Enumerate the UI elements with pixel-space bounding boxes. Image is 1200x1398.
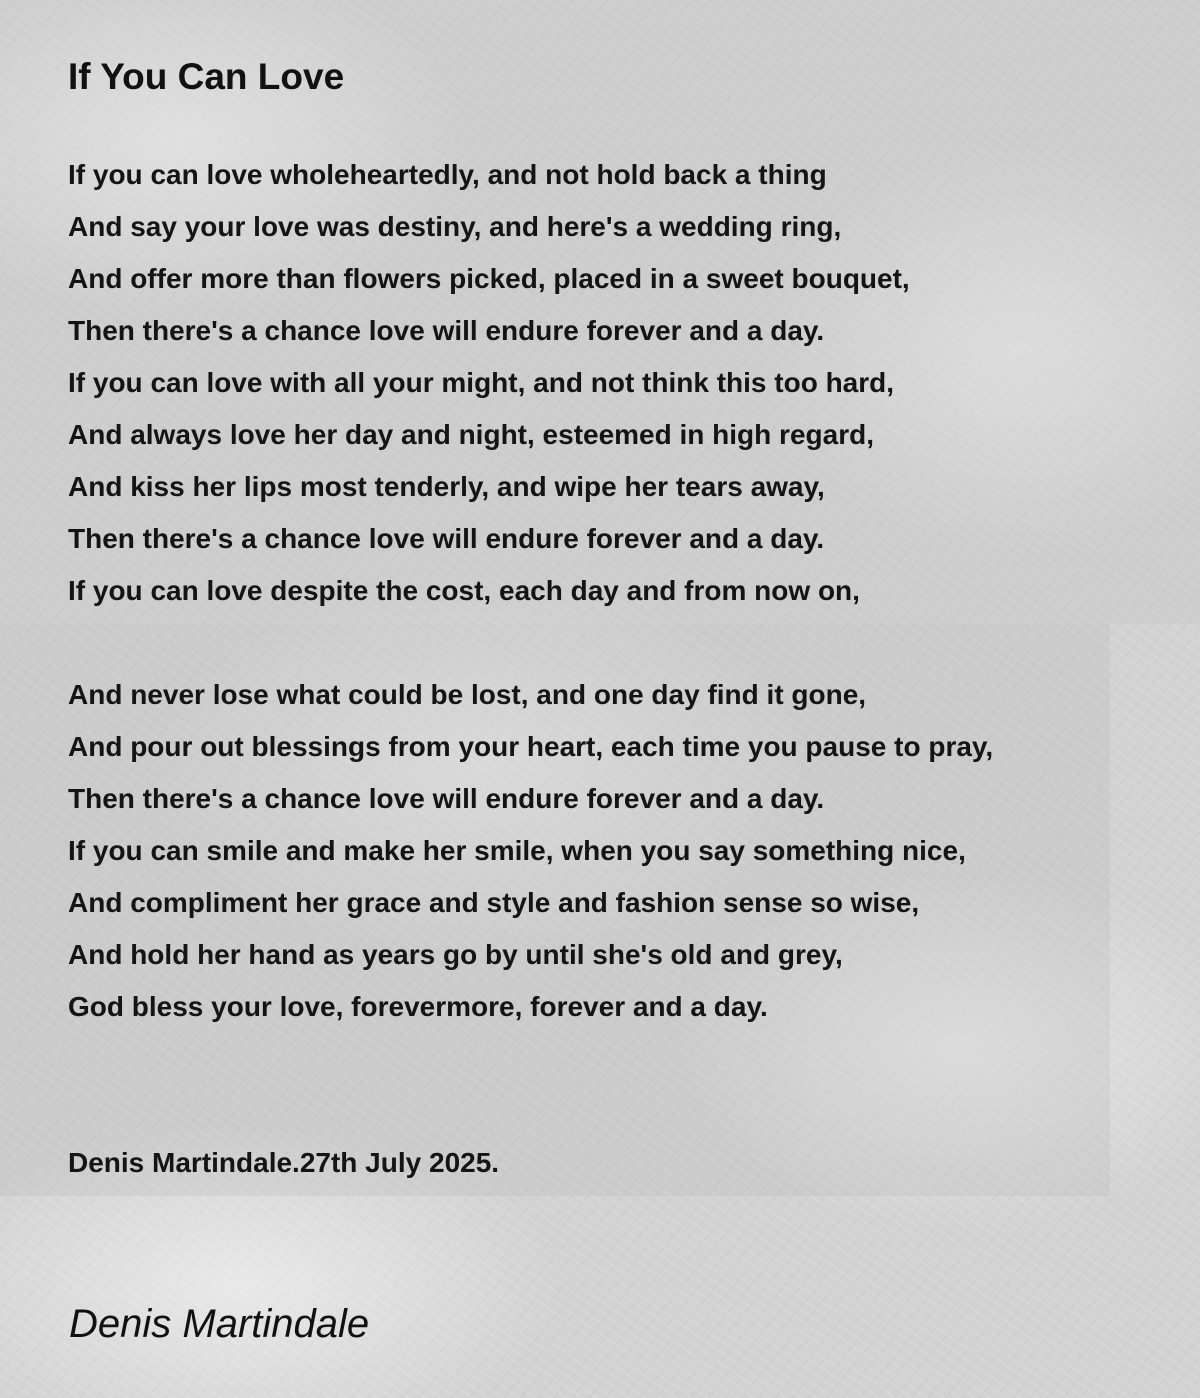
poem-title: If You Can Love: [68, 56, 345, 97]
poem-line: And never lose what could be lost, and one day find it gone,: [68, 679, 867, 710]
poem-line: And compliment her grace and style and fashion sense so wise,: [68, 887, 920, 918]
poem-line: And hold her hand as years go by until she's old and grey,: [68, 939, 843, 970]
author-name: Denis Martindale: [69, 1302, 370, 1346]
poem-line: And offer more than flowers picked, placed in a sweet bouquet,: [68, 263, 910, 294]
poem-line: And kiss her lips most tenderly, and wipe her tears away,: [68, 471, 825, 502]
poem-line: If you can love with all your might, and not think this too hard,: [68, 367, 895, 398]
poem-line: Then there's a chance love will endure forever and a day.: [68, 523, 825, 554]
poem-line: Then there's a chance love will endure forever and a day.: [68, 783, 825, 814]
poem-line: If you can love wholeheartedly, and not hold back a thing: [68, 159, 827, 190]
poem-line: If you can love despite the cost, each day and from now on,: [68, 575, 860, 606]
poem-line: God bless your love, forevermore, forever and a day.: [68, 991, 768, 1022]
poem-line: And pour out blessings from your heart, each time you pause to pray,: [68, 731, 994, 762]
poem-signature: Denis Martindale.27th July 2025.: [68, 1147, 500, 1178]
poem-line: Then there's a chance love will endure forever and a day.: [68, 315, 825, 346]
poem-line: If you can smile and make her smile, when you say something nice,: [68, 835, 966, 866]
poem-line: And say your love was destiny, and here's a wedding ring,: [68, 211, 842, 242]
poem-stanza-2: [68, 669, 993, 1033]
poem-stanza-1: [68, 149, 910, 617]
poem-line: And always love her day and night, esteemed in high regard,: [68, 419, 874, 450]
